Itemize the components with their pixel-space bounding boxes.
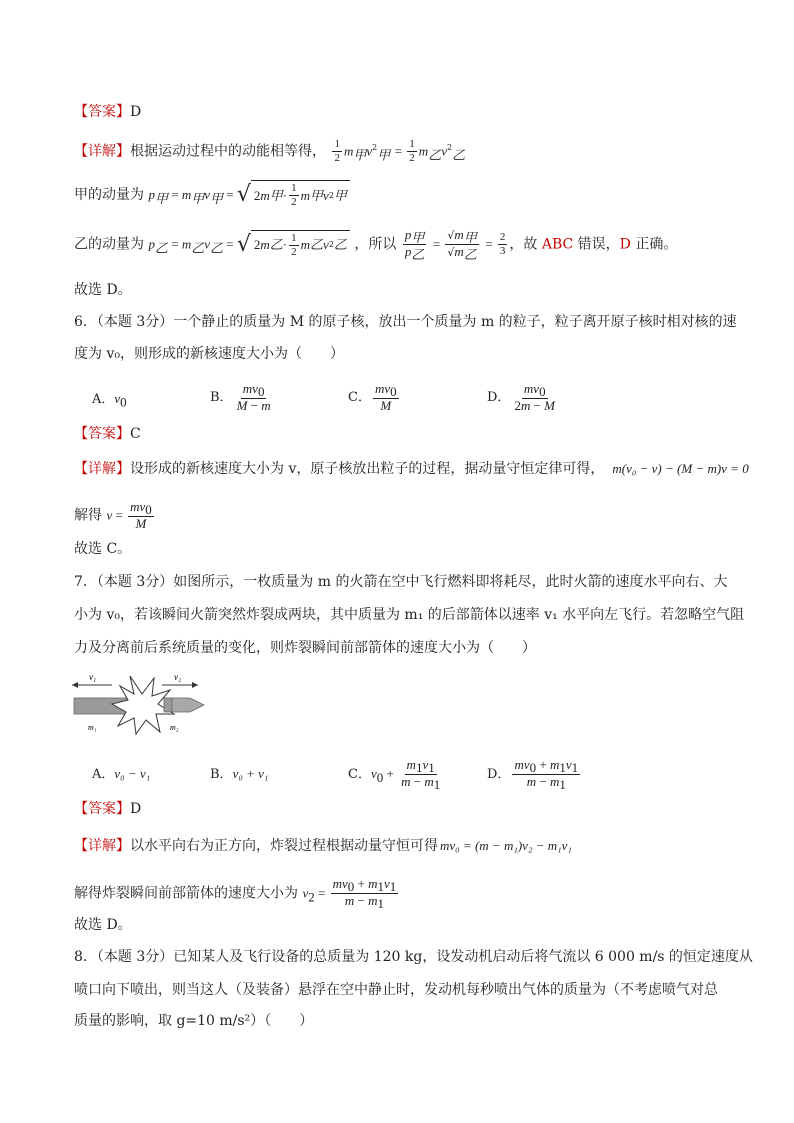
detail-text: 正确。 xyxy=(630,236,678,253)
q7-option-b: B．v₀ + v₁ xyxy=(210,766,269,782)
q7-option-c: C．$v_0$ + $\frac{m_1v_1}{m - m_1}$ xyxy=(348,757,441,793)
q7-conclusion: 故选 D。 xyxy=(74,917,132,933)
detail-text: 设形成的新核速度大小为 v，原子核放出粒子的过程，据动量守恒定律可得， xyxy=(130,461,605,477)
detail-text: 根据运动过程中的动能相等得， xyxy=(130,143,326,160)
answer-value: D xyxy=(130,801,142,817)
q8-stem-line2: 喷口向下喷出，则当这人（及装备）悬浮在空中静止时，发动机每秒喷出气体的质量为（不考虑喷气对总 xyxy=(74,982,718,998)
fraction-result: $\frac{2}{3}$ xyxy=(499,231,506,258)
detail-label: 【详解】 xyxy=(74,461,130,477)
answer-value: D xyxy=(130,104,142,120)
q8-stem-line3: 质量的影响，取 g=10 m/s²）（ ） xyxy=(74,1013,314,1029)
fig-v2-label: v₂ xyxy=(174,672,182,682)
q6-stem-line2: 度为 v₀，则形成的新核速度大小为（ ） xyxy=(74,346,344,362)
result-fraction: $\frac{mv_0 + m_1v_1}{m - m_1}$ xyxy=(332,876,397,912)
detail-text: 以水平向右为正方向，炸裂过程根据动量守恒可得 xyxy=(130,838,438,854)
q7-option-a: A．v₀ − v₁ xyxy=(92,766,151,782)
v2-arrowhead-icon xyxy=(192,682,198,688)
q7-option-d: D． $\frac{mv_0 + m_1v_1}{m - m_1}$ xyxy=(487,757,579,793)
fraction-sqrt-ratio: $\frac{√m_甲}{√m_乙}$ xyxy=(447,227,477,263)
detail-text: 解得 xyxy=(74,507,102,524)
q8-stem-line1: 8．（本题 3分）已知某人及飞行设备的总质量为 120 kg，设发动机启动后将气流以 6 000 m/s 的恒定速度从 xyxy=(74,949,753,965)
detail-text: ，所以 xyxy=(354,236,397,253)
right-option: D xyxy=(619,236,631,253)
detail-text: 错误， xyxy=(573,236,620,253)
q5-conclusion: 故选 D。 xyxy=(74,282,132,298)
answer-label: 【答案】 xyxy=(74,104,130,120)
sqrt-expr: √ 2 m 甲 · $\frac{1}{2}$ m 甲 v 2 甲 xyxy=(237,180,350,210)
q5-answer xyxy=(74,103,141,121)
q7-stem-line1: 7．（本题 3分）如图所示，一枚质量为 m 的火箭在空中飞行燃料即将耗尽，此时火箭的速度水平向右、大 xyxy=(74,574,728,590)
q7-answer xyxy=(74,800,141,818)
momentum-equation: mv₀ = (m − m₁)v₂ − m₁v₁ xyxy=(440,838,572,853)
answer-label: 【答案】 xyxy=(74,801,130,817)
wrong-options: ABC xyxy=(541,236,574,253)
q7-stem-line2: 小为 v₀，若该瞬间火箭突然炸裂成两块，其中质量为 m₁ 的后部箭体以速率 v₁ 水平向左飞行。若忽略空气阻 xyxy=(74,607,745,623)
fraction-ratio: $\frac{p_甲}{p_乙}$ xyxy=(404,227,425,263)
q6-detail-line1 xyxy=(74,460,749,478)
q7-stem-line3: 力及分离前后系统质量的变化，则炸裂瞬间前部箭体的速度大小为（ ） xyxy=(74,640,536,656)
q5-detail-line1: 【详解】根据运动过程中的动能相等得， $\frac{1}{2}$ $m_甲v^2_甲$ = $\frac{1}{2}$ $m_乙v^2_乙$ xyxy=(74,138,466,164)
q6-option-c: C． $\frac{mv_0}{M}$ xyxy=(348,381,397,414)
fig-m1-label: m₁ xyxy=(88,723,97,732)
detail-text: ，故 xyxy=(509,236,542,253)
fig-v1-label: v₁ xyxy=(89,672,97,682)
v1-arrowhead-icon xyxy=(72,682,78,688)
rocket-explosion-figure xyxy=(70,668,220,742)
q7-detail-line2: 解得炸裂瞬间前部箭体的速度大小为 $v_2$ = $\frac{mv_0 + m_1v_1}{m - m_1}$ xyxy=(74,876,397,912)
detail-text: 甲的动量为 xyxy=(74,187,144,203)
fraction-half: $\frac{1}{2}$ xyxy=(409,138,415,164)
detail-label: 【详解】 xyxy=(74,838,130,854)
fig-m2-label: m₂ xyxy=(170,723,179,732)
detail-label: 【详解】 xyxy=(74,143,130,160)
detail-text: 乙的动量为 xyxy=(74,236,144,253)
rocket-front-body xyxy=(164,698,172,712)
q5-detail-line3: 乙的动量为 $p_乙 = m_乙v_乙$ = √ 2 m 乙 · $\frac{1}{2}$ m 乙 v 2 乙 ，所以 $\frac{p_甲}{p_乙}$ = $\frac{√m_甲}{√m_乙}$ = $\frac{2}{3}$ ，故 ABC 错误，D 正确。 xyxy=(74,227,678,263)
q6-option-d: D． $\frac{mv_0}{2m - M}$ xyxy=(487,381,556,414)
q5-detail-line2: 甲的动量为 $p_甲 = m_甲v_甲$ = √ 2 m 甲 · $\frac{1}{2}$ m 甲 v 2 甲 xyxy=(74,180,350,210)
answer-value: C xyxy=(130,426,141,442)
answer-label: 【答案】 xyxy=(74,426,130,442)
q6-detail-line2: 解得 v = $\frac{mv_0}{M}$ xyxy=(74,499,152,532)
q6-stem-line1: 6．（本题 3分）一个静止的质量为 M 的原子核，放出一个质量为 m 的粒子，粒子离开原子核时相对核的速 xyxy=(74,314,737,330)
rocket-nose xyxy=(172,698,204,712)
q7-detail-line1 xyxy=(74,837,572,855)
q6-answer xyxy=(74,425,141,443)
sqrt-expr: √ 2 m 乙 · $\frac{1}{2}$ m 乙 v 2 乙 xyxy=(237,230,350,260)
q6-option-b: B． $\frac{mv_0}{M - m}$ xyxy=(210,381,271,414)
fraction-half: $\frac{1}{2}$ xyxy=(334,138,340,164)
q6-conclusion: 故选 C。 xyxy=(74,541,132,557)
result-fraction: $\frac{mv_0}{M}$ xyxy=(130,499,152,532)
momentum-equation: m(v₀ − v) − (M − m)v = 0 xyxy=(612,461,749,476)
q6-option-a: A．$v_0$ xyxy=(92,391,127,410)
detail-text: 解得炸裂瞬间前部箭体的速度大小为 xyxy=(74,885,298,902)
